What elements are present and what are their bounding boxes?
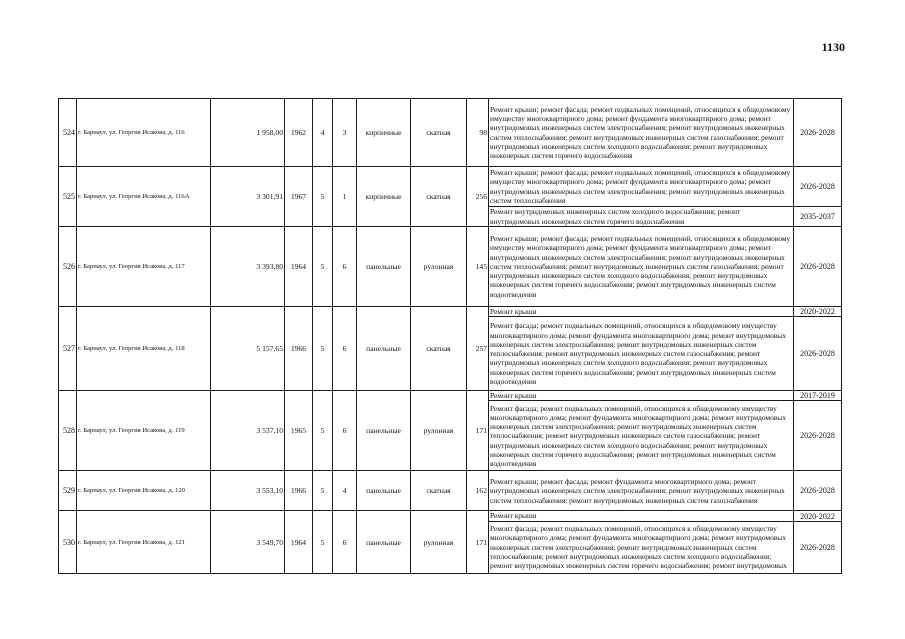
roof-type-cell: рулонная [411, 511, 467, 573]
floors-cell: 5 [313, 471, 333, 511]
repair-period-cell: 2026-2028 [794, 227, 842, 307]
residents-cell: 256 [467, 167, 489, 227]
table-row [59, 471, 842, 511]
floors-cell: 5 [313, 511, 333, 573]
residents-cell: 257 [467, 307, 489, 391]
entrances-cell: 6 [333, 307, 357, 391]
floors-cell: 4 [313, 99, 333, 167]
entrances-cell: 3 [333, 99, 357, 167]
year-cell: 1966 [285, 307, 313, 391]
table-row [59, 99, 842, 167]
entrances-cell: 4 [333, 471, 357, 511]
wall-material-cell: кирпичные [357, 99, 411, 167]
repair-works-cell: Ремонт фасада; ремонт подвальных помещений, относящихся к общедомовому имуществу многоквартирного дома; ремонт фундамента многоквартирного дома; ремонт внутридомовых инженерных систем электроснабжения; ремонт внутридомовых инженерных систем теплоснабжения; ремонт внутридомовых инженерных систем газоснабжения; ремонт внутридомовых инженерных систем холодного водоснабжения; ремонт внутридомовых инженерных систем горячего водоснабжения; ремонт внутридомовых инженерных систем водоотведения [489, 401, 794, 471]
repair-works-cell: Ремонт крыши [489, 391, 794, 401]
residents-cell: 98 [467, 99, 489, 167]
area-cell: 3 301,91 [211, 167, 285, 227]
repair-program-table [58, 98, 842, 574]
roof-type-cell: рулонная [411, 391, 467, 471]
floors-cell: 5 [313, 391, 333, 471]
year-cell: 1962 [285, 99, 313, 167]
wall-material-cell: кирпичные [357, 167, 411, 227]
wall-material-cell: панельные [357, 391, 411, 471]
row-number: 525 [59, 167, 77, 227]
repair-works-cell: Ремонт крыши; ремонт фасада; ремонт фундамента многоквартирного дома; ремонт внутридомовых инженерных систем электроснабжения; ремонт внутридомовых инженерных систем теплоснабжения; ремонт внутридомовых инженерных систем газоснабжения [489, 471, 794, 511]
area-cell: 1 958,00 [211, 99, 285, 167]
repair-works-cell: Ремонт фасада; ремонт подвальных помещений, относящихся к общедомовому имуществу многоквартирного дома; ремонт фундамента многоквартирного дома; ремонт внутридомовых инженерных систем электроснабжения; ремонт внутридомовых инженерных систем теплоснабжения; ремонт внутридомовых инженерных систем газоснабжения; ремонт внутридомовых инженерных систем холодного водоснабжения; ремонт внутридомовых инженерных систем горячего водоснабжения; ремонт внутридомовых инженерных систем водоотведения [489, 317, 794, 391]
address-cell: г. Барнаул, ул. Георгия Исакова, д. 117 [77, 227, 211, 307]
repair-period-cell: 2026-2028 [794, 99, 842, 167]
roof-type-cell: скатная [411, 471, 467, 511]
repair-works-cell: Ремонт внутридомовых инженерных систем холодного водоснабжения; ремонт внутридомовых инженерных систем горячего водоснабжения [489, 207, 794, 227]
repair-period-cell: 2026-2028 [794, 317, 842, 391]
repair-period-cell: 2035-2037 [794, 207, 842, 227]
roof-type-cell: скатная [411, 167, 467, 227]
residents-cell: 171 [467, 511, 489, 573]
repair-period-cell: 2026-2028 [794, 401, 842, 471]
page-number: 1130 [821, 40, 845, 54]
floors-cell: 5 [313, 167, 333, 227]
address-cell: г. Барнаул, ул. Георгия Исакова, д. 121 [77, 511, 211, 573]
roof-type-cell: рулонная [411, 227, 467, 307]
area-cell: 3 537,10 [211, 391, 285, 471]
row-number: 526 [59, 227, 77, 307]
repair-period-cell: 2020-2022 [794, 511, 842, 521]
row-number: 524 [59, 99, 77, 167]
wall-material-cell: панельные [357, 307, 411, 391]
year-cell: 1967 [285, 167, 313, 227]
entrances-cell: 1 [333, 167, 357, 227]
floors-cell: 5 [313, 227, 333, 307]
area-cell: 3 393,80 [211, 227, 285, 307]
repair-works-cell: Ремонт крыши; ремонт фасада; ремонт подвальных помещений, относящихся к общедомовому имуществу многоквартирного дома; ремонт фундамента многоквартирного дома; ремонт внутридомовых инженерных систем электроснабжения; ремонт внутридомовых инженерных систем теплоснабжения; ремонт внутридомовых инженерных систем газоснабжения; ремонт внутридомовых инженерных систем холодного водоснабжения; ремонт внутридомовых инженерных систем горячего водоснабжения [489, 99, 794, 167]
table-body [59, 99, 842, 574]
table-row [59, 307, 842, 317]
wall-material-cell: панельные [357, 227, 411, 307]
row-number: 528 [59, 391, 77, 471]
repair-period-cell: 2026-2028 [794, 471, 842, 511]
repair-period-cell: 2026-2028 [794, 521, 842, 573]
address-cell: г. Барнаул, ул. Георгия Исакова, д. 118 [77, 307, 211, 391]
wall-material-cell: панельные [357, 511, 411, 573]
entrances-cell: 6 [333, 391, 357, 471]
year-cell: 1966 [285, 471, 313, 511]
year-cell: 1964 [285, 227, 313, 307]
repair-works-cell: Ремонт крыши [489, 511, 794, 521]
area-cell: 3 549,70 [211, 511, 285, 573]
row-number: 529 [59, 471, 77, 511]
repair-period-cell: 2017-2019 [794, 391, 842, 401]
residents-cell: 162 [467, 471, 489, 511]
wall-material-cell: панельные [357, 471, 411, 511]
row-number: 527 [59, 307, 77, 391]
year-cell: 1964 [285, 511, 313, 573]
row-number: 530 [59, 511, 77, 573]
table-row [59, 167, 842, 207]
area-cell: 3 553,10 [211, 471, 285, 511]
entrances-cell: 6 [333, 511, 357, 573]
address-cell: г. Барнаул, ул. Георгия Исакова, д. 120 [77, 471, 211, 511]
year-cell: 1965 [285, 391, 313, 471]
address-cell: г. Барнаул, ул. Георгия Исакова, д. 116 [77, 99, 211, 167]
repair-works-cell: Ремонт крыши [489, 307, 794, 317]
table-row [59, 511, 842, 521]
area-cell: 5 157,65 [211, 307, 285, 391]
roof-type-cell: скатная [411, 99, 467, 167]
floors-cell: 5 [313, 307, 333, 391]
residents-cell: 145 [467, 227, 489, 307]
address-cell: г. Барнаул, ул. Георгия Исакова, д. 116А [77, 167, 211, 227]
table-row [59, 227, 842, 307]
entrances-cell: 6 [333, 227, 357, 307]
repair-works-cell: Ремонт крыши; ремонт фасада; ремонт подвальных помещений, относящихся к общедомовому имуществу многоквартирного дома; ремонт фундамента многоквартирного дома; ремонт внутридомовых инженерных систем электроснабжения; ремонт внутридомовых инженерных систем теплоснабжения [489, 167, 794, 207]
repair-works-cell: Ремонт фасада; ремонт подвальных помещений, относящихся к общедомовому имуществу многоквартирного дома; ремонт фундамента многоквартирного дома; ремонт внутридомовых инженерных систем электроснабжения; ремонт внутридомовых инженерных систем теплоснабжения; ремонт внутридомовых инженерных систем холодного водоснабжения; ремонт внутридомовых инженерных систем горячего водоснабжения; ремонт внутридомовых [489, 521, 794, 573]
residents-cell: 171 [467, 391, 489, 471]
repair-period-cell: 2026-2028 [794, 167, 842, 207]
repair-period-cell: 2020-2022 [794, 307, 842, 317]
roof-type-cell: скатная [411, 307, 467, 391]
address-cell: г. Барнаул, ул. Георгия Исакова, д. 119 [77, 391, 211, 471]
table-row [59, 391, 842, 401]
repair-works-cell: Ремонт крыши; ремонт фасада; ремонт подвальных помещений, относящихся к общедомовому имуществу многоквартирного дома; ремонт фундамента многоквартирного дома; ремонт внутридомовых инженерных систем электроснабжения; ремонт внутридомовых инженерных систем теплоснабжения; ремонт внутридомовых инженерных систем газоснабжения; ремонт внутридомовых инженерных систем холодного водоснабжения; ремонт внутридомовых инженерных систем горячего водоснабжения; ремонт внутридомовых инженерных систем водоотведения [489, 227, 794, 307]
